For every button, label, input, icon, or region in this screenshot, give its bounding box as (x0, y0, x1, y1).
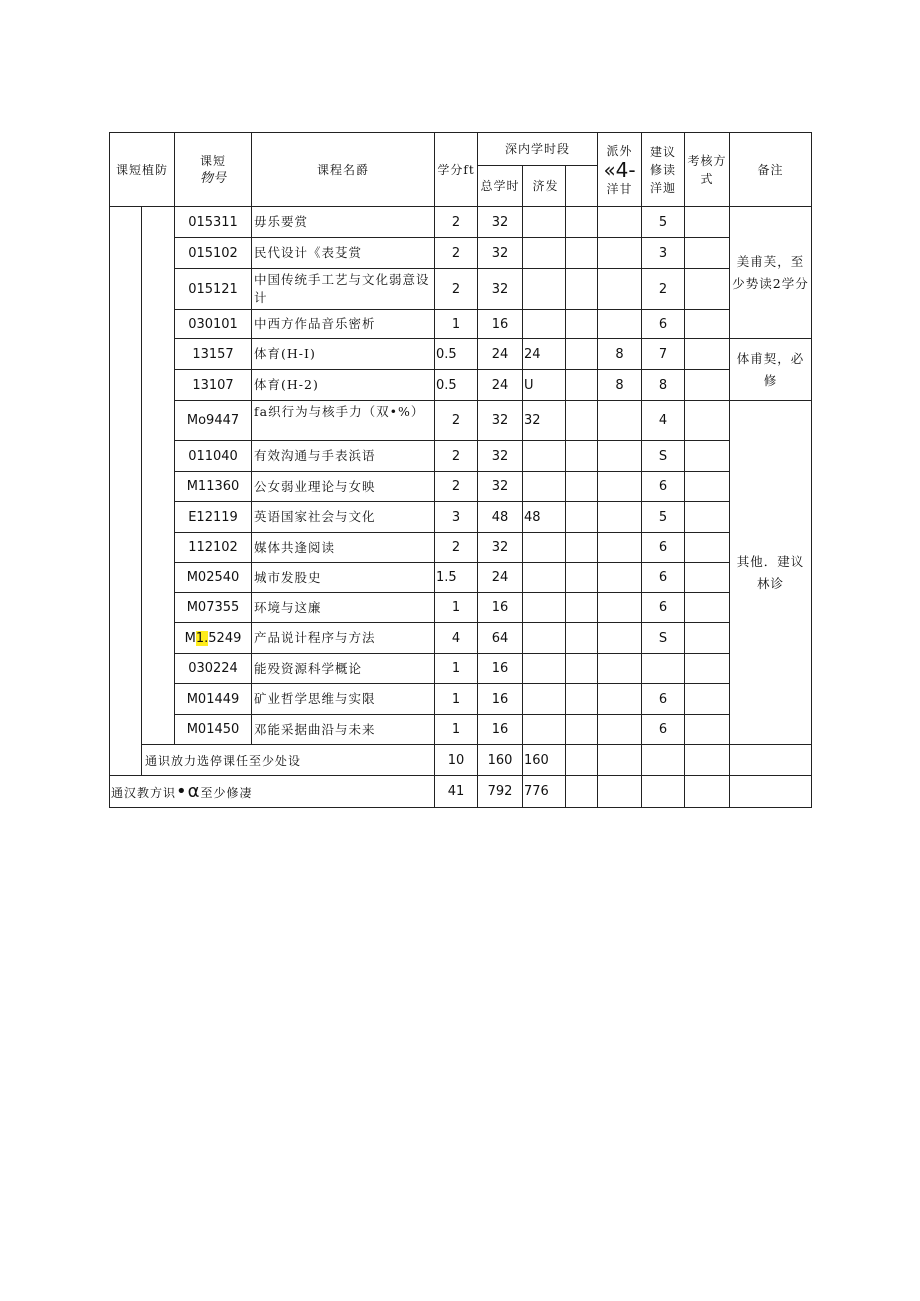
course-lecture-hours (523, 238, 566, 269)
course-blank (566, 339, 598, 370)
course-lecture-hours (523, 533, 566, 563)
course-code: 030224 (175, 654, 252, 684)
course-lecture-hours (523, 654, 566, 684)
table-row (110, 441, 812, 472)
total-extra (598, 776, 642, 808)
course-total-hours: 16 (478, 684, 523, 715)
course-blank (566, 441, 598, 472)
course-term: 3 (642, 238, 685, 269)
table-row (110, 502, 812, 533)
course-name: 产品说计程序与方法 (252, 623, 435, 654)
course-lecture-hours (523, 441, 566, 472)
total-exam (685, 776, 730, 808)
course-code: Mo9447 (175, 401, 252, 441)
course-blank (566, 684, 598, 715)
course-total-hours: 24 (478, 563, 523, 593)
course-extra-hours: 8 (598, 370, 642, 401)
table-row (110, 654, 812, 684)
course-name: 体育(H-2) (252, 370, 435, 401)
course-exam (685, 339, 730, 370)
course-exam (685, 563, 730, 593)
course-credit: 1 (435, 715, 478, 745)
course-term: 6 (642, 684, 685, 715)
total-remark (730, 776, 812, 808)
course-blank (566, 269, 598, 310)
course-name: 有效沟通与手表浜语 (252, 441, 435, 472)
course-credit: 1 (435, 593, 478, 623)
course-name: 毋乐要赏 (252, 207, 435, 238)
subtotal-extra (598, 745, 642, 776)
course-total-hours: 64 (478, 623, 523, 654)
course-exam (685, 623, 730, 654)
course-name: 邓能采据曲沿与未来 (252, 715, 435, 745)
table-row (110, 310, 812, 339)
course-credit: 2 (435, 472, 478, 502)
header-category: 课短植防 (110, 133, 175, 207)
total-term (642, 776, 685, 808)
subtotal-credit: 10 (435, 745, 478, 776)
course-name: 环境与这廉 (252, 593, 435, 623)
subtotal-row (110, 745, 812, 776)
course-lecture-hours (523, 472, 566, 502)
course-exam (685, 472, 730, 502)
course-code: 015121 (175, 269, 252, 310)
course-credit: 0.5 (435, 339, 478, 370)
course-total-hours: 32 (478, 472, 523, 502)
course-code-part: M (184, 630, 196, 646)
course-name: 中国传统手工艺与文化弱意设计 (252, 269, 435, 310)
course-blank (566, 623, 598, 654)
course-name: 媒体共逢阅读 (252, 533, 435, 563)
course-credit: 2 (435, 238, 478, 269)
subtotal-exam (685, 745, 730, 776)
table-row (110, 401, 812, 441)
course-credit: 2 (435, 269, 478, 310)
course-term: 6 (642, 563, 685, 593)
header-exam: 考核方式 (685, 133, 730, 207)
course-blank (566, 593, 598, 623)
header-term-mid: 修读 (650, 162, 677, 177)
table-row (110, 715, 812, 745)
header-hours-group: 深内学时段 (478, 133, 598, 166)
course-term: 5 (642, 207, 685, 238)
course-extra-hours (598, 207, 642, 238)
course-blank (566, 207, 598, 238)
course-lecture-hours: 32 (523, 401, 566, 441)
table-row (110, 472, 812, 502)
course-credit: 2 (435, 401, 478, 441)
header-term (642, 133, 685, 207)
course-code: M01450 (175, 715, 252, 745)
course-code: M02540 (175, 563, 252, 593)
course-extra-hours (598, 441, 642, 472)
course-exam (685, 684, 730, 715)
course-lecture-hours (523, 310, 566, 339)
course-extra-hours (598, 715, 642, 745)
course-code: 015311 (175, 207, 252, 238)
course-code: M11360 (175, 472, 252, 502)
course-code: 015102 (175, 238, 252, 269)
course-total-hours: 32 (478, 207, 523, 238)
header-total-hours: 总学时 (478, 166, 523, 207)
course-exam (685, 370, 730, 401)
course-credit: 2 (435, 533, 478, 563)
course-lecture-hours (523, 623, 566, 654)
course-blank (566, 563, 598, 593)
header-extra-bottom: 洋甘 (606, 181, 633, 196)
course-exam (685, 441, 730, 472)
course-code: M07355 (175, 593, 252, 623)
course-total-hours: 48 (478, 502, 523, 533)
course-term: 4 (642, 401, 685, 441)
course-name: 民代设计《表芟赏 (252, 238, 435, 269)
header-term-bottom: 洋迦 (650, 180, 677, 195)
course-total-hours: 32 (478, 269, 523, 310)
course-extra-hours (598, 533, 642, 563)
subtotal-remark (730, 745, 812, 776)
course-term: 5 (642, 502, 685, 533)
table-row (110, 339, 812, 370)
course-credit: 1 (435, 310, 478, 339)
course-lecture-hours (523, 563, 566, 593)
subtotal-total-hours: 160 (478, 745, 523, 776)
course-exam (685, 502, 730, 533)
table-row (110, 684, 812, 715)
course-term: S (642, 623, 685, 654)
course-total-hours: 24 (478, 370, 523, 401)
course-total-hours: 16 (478, 310, 523, 339)
course-extra-hours (598, 310, 642, 339)
course-name: 公女弱业理论与女映 (252, 472, 435, 502)
course-code-part: 5249 (208, 630, 242, 646)
course-table (109, 132, 812, 808)
course-term: 6 (642, 310, 685, 339)
course-blank (566, 715, 598, 745)
course-credit: 4 (435, 623, 478, 654)
remark-group-1: 美甫芙，至少势读2学分 (730, 207, 812, 339)
course-extra-hours (598, 623, 642, 654)
course-lecture-hours (523, 207, 566, 238)
course-code-highlight: 1. (195, 630, 209, 646)
category-inner (142, 207, 175, 745)
course-term: 6 (642, 593, 685, 623)
header-remark: 备注 (730, 133, 812, 207)
course-code: E12119 (175, 502, 252, 533)
table-row (110, 593, 812, 623)
course-name: 英语国家社会与文化 (252, 502, 435, 533)
course-credit: 1 (435, 684, 478, 715)
course-blank (566, 310, 598, 339)
table-row (110, 623, 812, 654)
course-credit: 2 (435, 441, 478, 472)
course-total-hours: 24 (478, 339, 523, 370)
course-credit: 0.5 (435, 370, 478, 401)
course-total-hours: 32 (478, 441, 523, 472)
header-blank (566, 166, 598, 207)
course-exam (685, 238, 730, 269)
course-name: fa织行为与核手力（双•%） (252, 401, 435, 441)
header-code-top: 课短 (200, 153, 227, 168)
course-lecture-hours (523, 593, 566, 623)
table-row (110, 533, 812, 563)
course-lecture-hours (523, 269, 566, 310)
course-code: 13107 (175, 370, 252, 401)
course-blank (566, 654, 598, 684)
course-term: 2 (642, 269, 685, 310)
course-credit: 1.5 (435, 563, 478, 593)
course-exam (685, 269, 730, 310)
course-exam (685, 533, 730, 563)
course-lecture-hours (523, 684, 566, 715)
course-blank (566, 401, 598, 441)
header-term-top: 建议 (650, 144, 677, 159)
course-total-hours: 16 (478, 654, 523, 684)
header-code-bottom: 物号 (200, 170, 227, 186)
course-name: 城市发股史 (252, 563, 435, 593)
course-term (642, 654, 685, 684)
course-extra-hours (598, 684, 642, 715)
table-row (110, 269, 812, 310)
course-code: M01449 (175, 684, 252, 715)
course-term: 8 (642, 370, 685, 401)
course-code: 011040 (175, 441, 252, 472)
course-extra-hours (598, 563, 642, 593)
course-lecture-hours: 24 (523, 339, 566, 370)
remark-group-3: 其他．建议林诊 (730, 401, 812, 745)
subtotal-blank (566, 745, 598, 776)
course-total-hours: 32 (478, 238, 523, 269)
table-row (110, 207, 812, 238)
course-code: 030101 (175, 310, 252, 339)
remark-group-2: 体甫契，必修 (730, 339, 812, 401)
header-code (175, 133, 252, 207)
course-total-hours: 16 (478, 593, 523, 623)
course-extra-hours (598, 472, 642, 502)
course-lecture-hours: U (523, 370, 566, 401)
course-blank (566, 533, 598, 563)
course-term: 6 (642, 715, 685, 745)
header-extra-mid: «4- (603, 157, 636, 182)
header-credit: 学分ft (435, 133, 478, 207)
course-code: 13157 (175, 339, 252, 370)
total-label-symbol: •α (176, 781, 201, 802)
course-credit: 2 (435, 207, 478, 238)
header-extra-top: 派外 (606, 143, 633, 158)
course-total-hours: 16 (478, 715, 523, 745)
course-extra-hours (598, 238, 642, 269)
course-term: S (642, 441, 685, 472)
course-total-hours: 32 (478, 401, 523, 441)
subtotal-term (642, 745, 685, 776)
course-exam (685, 654, 730, 684)
course-extra-hours (598, 269, 642, 310)
course-term: 7 (642, 339, 685, 370)
course-exam (685, 207, 730, 238)
course-blank (566, 502, 598, 533)
course-term: 6 (642, 472, 685, 502)
course-extra-hours (598, 401, 642, 441)
course-name: 中西方作品音乐密析 (252, 310, 435, 339)
course-exam (685, 310, 730, 339)
course-exam (685, 401, 730, 441)
course-total-hours: 32 (478, 533, 523, 563)
course-name: 体育(H-I) (252, 339, 435, 370)
total-row (110, 776, 812, 808)
course-exam (685, 715, 730, 745)
course-extra-hours: 8 (598, 339, 642, 370)
subtotal-lecture-hours: 160 (523, 745, 566, 776)
course-credit: 3 (435, 502, 478, 533)
total-total-hours: 792 (478, 776, 523, 808)
course-code: 112102 (175, 533, 252, 563)
total-lecture-hours: 776 (523, 776, 566, 808)
total-credit: 41 (435, 776, 478, 808)
course-term: 6 (642, 533, 685, 563)
subtotal-label: 通识放力选停课任至少处设 (142, 745, 435, 776)
header-lecture: 济发 (523, 166, 566, 207)
course-extra-hours (598, 593, 642, 623)
total-label (110, 776, 435, 808)
subtotal-margin (110, 745, 142, 776)
table-row (110, 563, 812, 593)
header-name: 课程名爵 (252, 133, 435, 207)
course-blank (566, 472, 598, 502)
course-exam (685, 593, 730, 623)
course-credit: 1 (435, 654, 478, 684)
table-row (110, 370, 812, 401)
course-name: 能殁资源科学概论 (252, 654, 435, 684)
total-blank (566, 776, 598, 808)
course-lecture-hours: 48 (523, 502, 566, 533)
course-blank (566, 370, 598, 401)
table-row (110, 238, 812, 269)
total-label-part: 通汉教方识 (111, 786, 177, 800)
course-blank (566, 238, 598, 269)
category-margin (110, 207, 142, 745)
course-code (175, 623, 252, 654)
course-name: 矿业哲学思维与实限 (252, 684, 435, 715)
course-extra-hours (598, 654, 642, 684)
total-label-part: 至少修凄 (200, 786, 253, 800)
header-extra (598, 133, 642, 207)
course-lecture-hours (523, 715, 566, 745)
course-extra-hours (598, 502, 642, 533)
